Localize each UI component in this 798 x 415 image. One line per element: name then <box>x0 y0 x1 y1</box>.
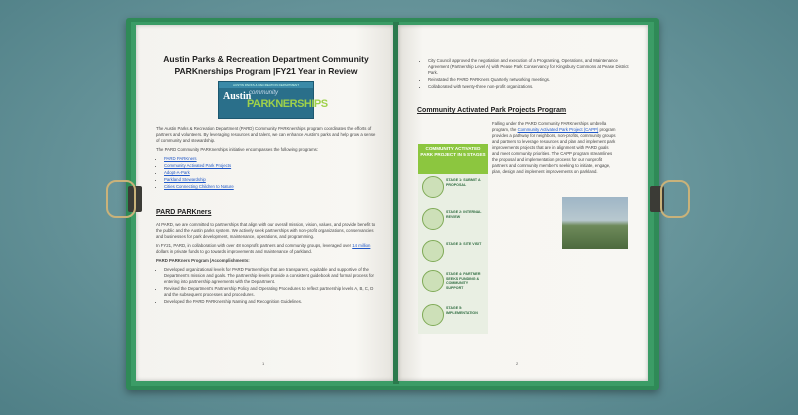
continued-bullets <box>420 58 632 91</box>
program-link[interactable]: • Parkland Stewardship <box>164 177 378 183</box>
review-icon <box>422 208 444 230</box>
accomplishment-item: • Developed the PARD PARKnership Naming and Recognition Guidelines. <box>164 299 378 305</box>
initiative-lead: The PARD Community PARKnerships initiative encompasses the following programs: <box>156 147 318 152</box>
binder-clip-left <box>106 176 146 220</box>
section-paragraph: At PARD, we are committed to partnerships that align with our overall mission, vision, values, and provide benefit to the public and the Austin parks system. We actively seek partnerships with non-profit organizations, conservancies and businesses for park development, maintenance, operations, and programming. <box>156 222 376 239</box>
money-icon <box>422 270 444 292</box>
pardners-block <box>156 222 378 306</box>
shovel-icon <box>422 304 444 326</box>
stage-4: STAGE 4: PARTNER SEEKS FUNDING & COMMUNITY SUPPORT <box>422 268 484 294</box>
program-link[interactable]: • Community Activated Park Projects <box>164 163 378 169</box>
intro-paragraph: The Austin Parks & Recreation Department (PARD) Community PARKnerships program coordinates the efforts of partners and volunteers. By leveraging resources and talent, we can enhance Austin's parks and help grow a sense of community and stewardship. <box>156 126 376 143</box>
stage-3: STAGE 3: SITE VISIT <box>422 238 484 264</box>
accomplishment-item: • Revised the Department's Partnership Policy and Operating Procedures to reflect partnership levels A, B, C, D and the subsequent processes and procedures. <box>164 286 378 298</box>
proposal-icon <box>422 176 444 198</box>
funding-link[interactable]: 14 million <box>352 243 371 248</box>
intro-block <box>156 126 378 191</box>
stage-5: STAGE 5: IMPLEMENTATION <box>422 302 484 328</box>
accomplishments-heading: PARD PARKners Program |Accomplishments: <box>156 258 250 263</box>
program-link[interactable]: • PARD PARKners <box>164 156 378 162</box>
page-number: 1 <box>262 361 265 366</box>
stage-1: STAGE 1: SUBMIT A PROPOSAL <box>422 174 484 200</box>
logo-parknerships: PARKNERSHIPS <box>247 98 328 110</box>
program-link[interactable]: • Cities Connecting Children to Nature <box>164 184 378 190</box>
logo-community: community <box>249 90 279 96</box>
left-page <box>136 25 394 381</box>
program-list <box>156 156 378 190</box>
capp-body: Falling under the PARD Community PARKnerships umbrella program, the Community Activated Park Project (CAPP) program provides a pathway for neighbors, non-profits, community groups and partners to leverage resources and plan and implement park improvements projects that are in alignment with PARD goals and meet community priorities. The CAPP program streamlines the proposal and implementation process for our nonprofit partners and community member's seeking to initiate, engage, plan, design and implement improvements on parkland. <box>492 121 616 174</box>
right-page <box>398 25 648 381</box>
logo-top-text: AUSTIN PARKS & RECREATION DEPARTMENT <box>219 82 313 88</box>
stage-2: STAGE 2: INTERNAL REVIEW <box>422 206 484 232</box>
page-number: 2 <box>516 361 519 366</box>
accomplishments-list <box>156 267 378 305</box>
capp-link[interactable]: Community Activated Park Project (CAPP) <box>517 127 599 132</box>
infographic-header: COMMUNITY ACTIVATED PARK PROJECT IN 5 STAGES <box>418 144 488 174</box>
binder-clip-right <box>650 176 690 220</box>
footprints-icon <box>422 240 444 262</box>
park-volunteers-photo <box>562 197 628 249</box>
parknerships-logo <box>218 81 328 119</box>
accomplishment-item: • Developed organizational levels for PARD Partnerships that are transparent, equitable and supportive of the Department's mission and goals. The partnership levels provide a consistent guidebook and formal process for entering into partnership agreements with the Department. <box>164 267 378 285</box>
bullet-item: • Reinstated the PARD PARKners Quarterly networking meetings. <box>428 77 632 83</box>
page-title: Austin Parks & Recreation Department Community PARKnerships Program |FY21 Year in Review <box>163 54 369 76</box>
logo-austin: Austin <box>223 91 252 102</box>
capp-heading: Community Activated Park Projects Program <box>417 107 567 114</box>
funding-paragraph: In FY21, PARD, in collaboration with over 48 nonprofit partners and community groups, leveraged over 14 million dollars in private funds to go towards improvements and maintenance of parkland. <box>156 243 371 254</box>
program-link[interactable]: • Adopt-A-Park <box>164 170 378 176</box>
section-heading: PARD PARKners <box>156 209 212 216</box>
bullet-item: • City Council approved the negotiation and execution of a Programing, Operations, and Maintenance Agreement (Partnership Level A) with Pease Park Conservancy for Kingsbury Commons at Pease District Park. <box>428 58 632 76</box>
bullet-item: • Collaborated with twenty-three non-profit organizations. <box>428 84 632 90</box>
capp-infographic <box>418 144 488 334</box>
